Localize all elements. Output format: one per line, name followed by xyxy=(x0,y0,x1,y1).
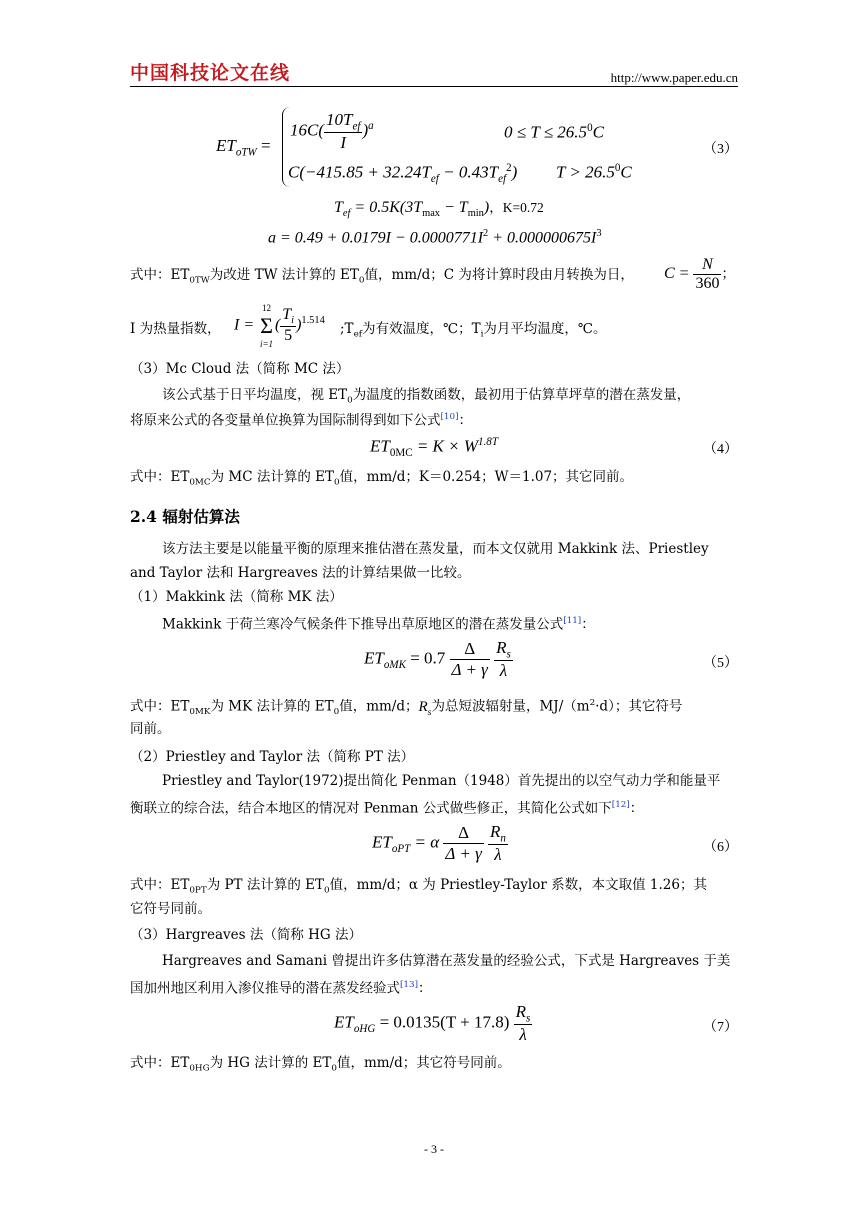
intro-line1: 该方法主要是以能量平衡的原理来推估潜在蒸发量，而本文仅就用 Makkink 法、Priestley xyxy=(162,541,709,557)
eq4-description: 式中：$ET_{0MC}$为 MC 法计算的 $ET_0$值，mm/d；K＝0.254；W＝1.07；其它同前。 xyxy=(130,469,634,488)
hg-title: （3）Hargreaves 法（简称 HG 法） xyxy=(130,927,362,943)
eq6-description-line1: 式中：$ET_{0PT}$为 PT 法计算的 $ET_0$值，mm/d；α 为 Priestley-Taylor 系数，本文取值 1.26；其 xyxy=(130,877,707,896)
eq6: $ET_{oPT} = \alpha$ $\frac{\Delta}{\Delta + \gamma}$ $\frac{R_n}{\lambda}$ xyxy=(372,822,506,865)
mc-para-line2: 将原来公式的各变量单位换算为国际制得到如下公式[10]： xyxy=(130,412,472,429)
page-number: - 3 - xyxy=(424,1142,444,1156)
header-url[interactable]: http://www.paper.edu.cn xyxy=(610,70,738,85)
eq3-number: （3） xyxy=(703,142,738,157)
eq6-description-line2: 它符号同前。 xyxy=(130,901,211,917)
eq6-number: （6） xyxy=(703,840,738,855)
eq7-number: （7） xyxy=(703,1020,738,1035)
eq3-description-line1: 式中：$ET_{0TW}$为改进 TW 法计算的 $ET_0$值，mm/d；C 为将计算时段由月转换为日， xyxy=(130,267,634,286)
pt-title: （2）Priestley and Taylor 法（简称 PT 法） xyxy=(130,749,415,765)
eq3-description-line2: I 为热量指数， xyxy=(130,321,221,337)
eq3-lhs: $ET_{oTW}$ = xyxy=(216,136,271,159)
site-logo: 中国科技论文在线 xyxy=(130,62,291,84)
eq3-case2-cond: $T > 26.5^0C$ xyxy=(556,162,632,182)
hg-para-line2: 国加州地区利用入渗仪推导的潜在蒸发经验式[13]： xyxy=(130,980,432,997)
c-formula: C = $\frac{N}{360}$ ； xyxy=(664,256,735,292)
eq3-case1: 16C( $\frac{10T_{ef}}{I}$ )$^a$ xyxy=(290,110,374,153)
i-sum-formula: I = Σ 12 i=1 ( $\frac{T_i}{5}$ )$^{1.514}$ xyxy=(234,302,325,349)
tef-equation: $T_{ef} = 0.5K(3T_{max} - T_{min})$，K=0.72 xyxy=(334,199,544,220)
eq3-case1-cond: $0 \le T \le 26.5^0C$ xyxy=(504,122,604,142)
mc-para-line1: 该公式基于日平均温度，视 $ET_0$为温度的指数函数，最初用于估算草坪草的潜在蒸发量， xyxy=(162,387,691,406)
eq5-description-line2: 同前。 xyxy=(130,721,171,737)
intro-line2: and Taylor 法和 Hargreaves 法的计算结果做一比较。 xyxy=(130,565,471,581)
a-equation: $a = 0.49 + 0.0179I - 0.0000771I^2 + 0.000000675I^3$ xyxy=(268,228,602,247)
hg-para-line1: Hargreaves and Samani 曾提出许多估算潜在蒸发量的经验公式，下式是 Hargreaves 于美 xyxy=(162,953,731,969)
mk-title: （1）Makkink 法（简称 MK 法） xyxy=(130,589,343,605)
eq5-number: （5） xyxy=(703,656,738,671)
mc-title: （3）Mc Cloud 法（简称 MC 法） xyxy=(130,361,350,377)
eq3-description-line2-tail: $;T_{ef}$为有效温度，℃；$T_i$为月平均温度，℃。 xyxy=(340,321,607,340)
header-rule xyxy=(130,86,738,87)
eq5-description-line1: 式中：$ET_{0MK}$为 MK 法计算的 $ET_0$值，mm/d；$R_s$为总短波辐射量，$MJ/(m^2\cdot d)$；其它符号 xyxy=(130,698,683,718)
pt-para-line1: Priestley and Taylor(1972)提出简化 Penman（1948）首先提出的以空气动力学和能量平 xyxy=(162,773,721,789)
section-heading: 2.4 辐射估算法 xyxy=(130,507,240,526)
eq4: $ET_{0MC} = K \times W^{1.8T}$ xyxy=(370,436,498,460)
eq7-description: 式中：$ET_{0HG}$为 HG 法计算的 $ET_0$值，mm/d；其它符号同前。 xyxy=(130,1055,511,1074)
pt-para-line2: 衡联立的综合法，结合本地区的情况对 Penman 公式做些修正，其简化公式如下[12]： xyxy=(130,800,644,817)
eq7: $ET_{oHG} = 0.0135(T + 17.8)$ $\frac{R_s}{\lambda}$ xyxy=(334,1002,531,1045)
eq3-case2: $C(-415.85 + 32.24T_{ef} - 0.43T_{ef}^2)$ xyxy=(288,162,518,186)
eq4-number: （4） xyxy=(703,442,738,457)
eq5: $ET_{oMK} = 0.7$ $\frac{\Delta}{\Delta + \gamma}$ $\frac{R_s}{\lambda}$ xyxy=(364,638,511,681)
mk-para: Makkink 于荷兰寒冷气候条件下推导出草原地区的潜在蒸发量公式[11]： xyxy=(162,616,595,633)
